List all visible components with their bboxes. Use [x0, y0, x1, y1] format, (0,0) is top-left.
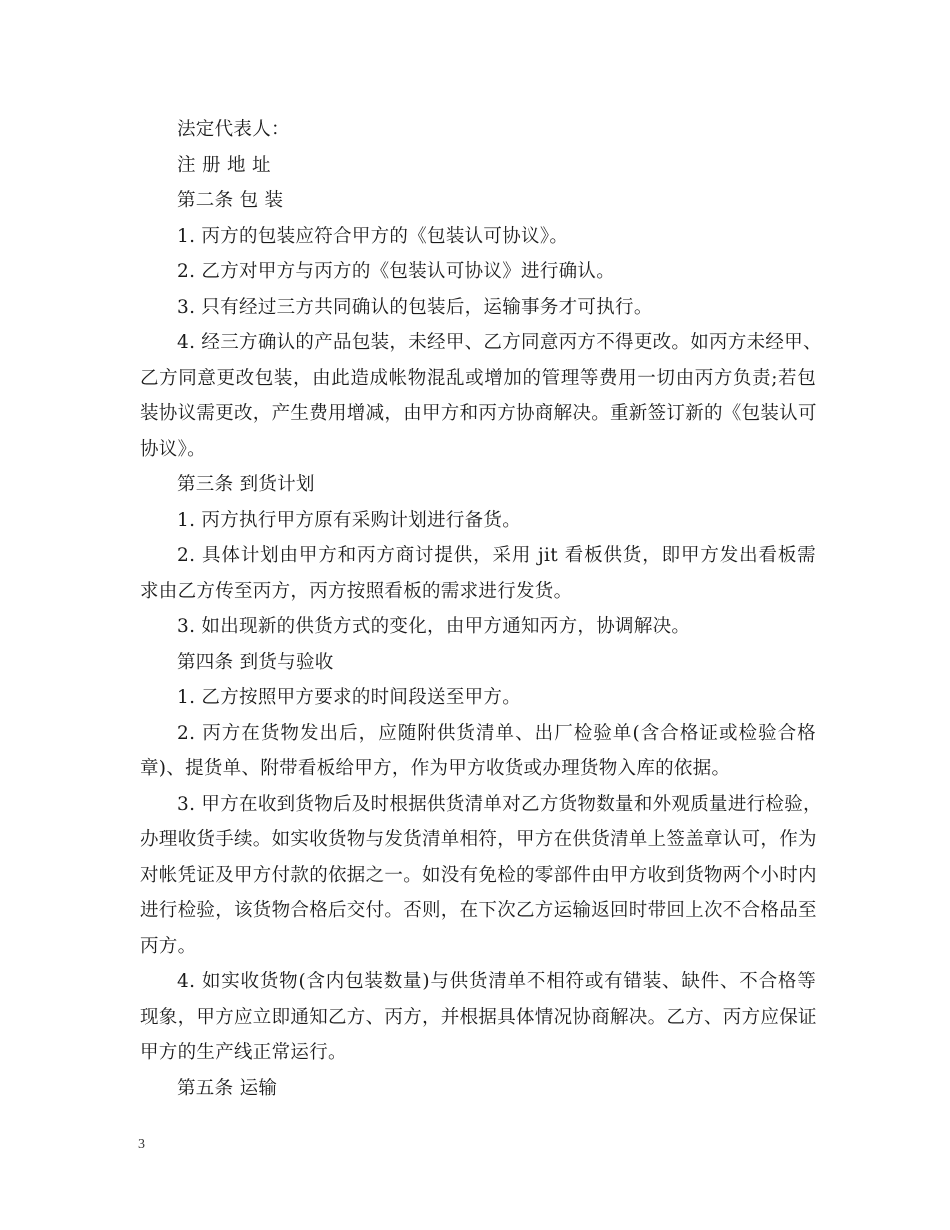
registered-address-line: 注 册 地 址 [177, 154, 271, 176]
article-4-item-3-line-2: 办理收货手续。如实收货物与发货清单相符，甲方在供货清单上签盖章认可，作为 [140, 829, 817, 850]
article-3-item-2-line-2: 求由乙方传至丙方，丙方按照看板的需求进行发货。 [140, 580, 573, 602]
article-2-item-1: 1. 丙方的包装应符合甲方的《包装认可协议》。 [177, 225, 569, 247]
article-4-item-2-line-1: 2. 丙方在货物发出后，应随附供货清单、出厂检验单(含合格证或检验合格 [177, 722, 816, 744]
article-2-item-3: 3. 只有经过三方共同确认的包装后，运输事务才可执行。 [177, 296, 653, 318]
page-number: 3 [138, 1137, 145, 1152]
article-2-item-4-line-2: 乙方同意更改包装，由此造成帐物混乱或增加的管理等费用一切由丙方负责;若包 [140, 367, 816, 389]
document-body [140, 112, 822, 1106]
article-2-item-2: 2. 乙方对甲方与丙方的《包装认可协议》进行确认。 [177, 261, 616, 282]
article-2-item-4-line-4: 协议》。 [140, 438, 206, 460]
article-4-item-4-line-3: 甲方的生产线正常运行。 [140, 1042, 347, 1063]
article-4-item-3-line-1: 3. 甲方在收到货物后及时根据供货清单对乙方货物数量和外观质量进行检验， [177, 793, 822, 815]
article-2-item-4-line-3: 装协议需更改，产生费用增减，由甲方和丙方协商解决。重新签订新的《包装认可 [140, 403, 817, 424]
article-4-item-3-line-5: 丙方。 [140, 935, 197, 957]
article-4-item-3-line-4: 进行检验，该货物合格后交付。否则，在下次乙方运输返回时带回上次不合格品至 [140, 900, 817, 921]
article-2-item-4-line-1: 4. 经三方确认的产品包装，未经甲、乙方同意丙方不得更改。如丙方未经甲、 [177, 332, 822, 353]
article-4-heading: 第四条 到货与验收 [177, 651, 334, 673]
article-4-item-4-line-1: 4. 如实收货物(含内包装数量)与供货清单不相符或有错装、缺件、不合格等 [177, 971, 816, 992]
article-4-item-1: 1. 乙方按照甲方要求的时间段送至甲方。 [177, 687, 522, 708]
article-2-heading: 第二条 包 装 [177, 190, 284, 211]
legal-representative-line: 法定代表人： [177, 119, 290, 140]
article-3-heading: 第三条 到货计划 [177, 474, 315, 495]
article-4-item-4-line-2: 现象，甲方应立即通知乙方、丙方，并根据具体情况协商解决。乙方、丙方应保证 [140, 1006, 817, 1028]
article-5-heading: 第五条 运输 [177, 1077, 278, 1099]
article-3-item-2-line-1: 2. 具体计划由甲方和丙方商讨提供，采用 jit 看板供货，即甲方发出看板需 [177, 545, 816, 566]
article-3-item-1: 1. 丙方执行甲方原有采购计划进行备货。 [177, 509, 522, 531]
article-4-item-2-line-2: 章)、提货单、附带看板给甲方，作为甲方收货或办理货物入库的依据。 [140, 758, 731, 779]
article-3-item-3: 3. 如出现新的供货方式的变化，由甲方通知丙方，协调解决。 [177, 616, 691, 637]
article-4-item-3-line-3: 对帐凭证及甲方付款的依据之一。如没有免检的零部件由甲方收到货物两个小时内 [140, 864, 817, 886]
